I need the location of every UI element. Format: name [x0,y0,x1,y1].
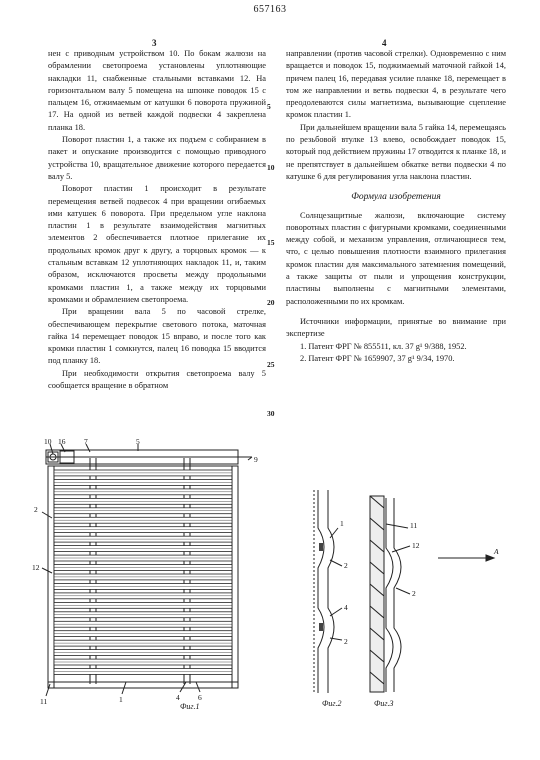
formula-text: Солнцезащитные жалюзи, включающие систему поворотных пластин с фигурными кромками, соединенными между собой, и механизм управления, отличающиеся тем, что, с целью повышения плотности взаимного прилегания кромок пластин для максимального затемнения помещений, а также защиты от пыли и упрощения конструкции, пластины выполнены с магнитными элементами, расположенными по их кромкам. [286,210,506,306]
fig3-label: 2 [412,589,416,598]
fig1-label: 16 [58,438,66,446]
source-item: 1. Патент ФРГ № 855511, кл. 37 g¹ 9/388, 1952. [300,341,467,351]
left-text-column [48,48,266,392]
figure-3-seal-section [366,488,516,710]
fig1-label: 12 [32,563,40,572]
fig3-label: 12 [412,541,420,550]
fig2-label: 4 [344,603,348,612]
paragraph: При дальнейшем вращении вала 5 гайка 14, перемещаясь по резьбовой втулке 13 влево, освобождает поводок 15, который под действием пружины 17 отводится к планке 18, и не препятствует в дальнейшем обкатке ветви подвески 4 по катушке 6 для регулирования угла наклона пластин. [286,122,506,181]
paragraph: При вращении вала 5 по часовой стрелке, обеспечивающем перекрытие светового потока, маточная гайка 14 перемещает поводок 15 вправо, и после того как кромки пластин 1 сомкнутся, палец 16 поводка 15 вводится под планку 18. [48,307,266,366]
fig1-label: 6 [198,693,202,702]
fig3-caption: Фиг.3 [374,699,394,708]
fig1-label: 10 [44,438,52,446]
fig1-label: 7 [84,438,88,446]
paragraph: При необходимости открытия светопроема валу 5 сообщается вращение в обратном [48,368,266,391]
fig3-label: А [494,547,499,556]
line-number: 10 [267,163,275,172]
line-number: 25 [267,360,275,369]
line-number: 15 [267,238,275,247]
fig3-label: 11 [410,521,418,530]
fig2-label: 2 [344,637,348,646]
right-column-number: 4 [382,38,387,48]
paragraph: направлении (против часовой стрелки). Одновременно с ним вращается и поводок 15, поджимаемый маточной гайкой 14, причем палец 16, передавая усилие планке 18, перемещает в том же направлении и ветвь подвески 4, в результате чего преодолеваются силы магнетизма, вызывающие сцепление кромок пластин 1. [286,49,506,120]
source-item: 2. Патент ФРГ № 1659907, 37 g¹ 9/34, 1970. [300,353,455,363]
figure-2-slat-section [304,488,374,710]
fig1-label: 9 [254,455,258,464]
paragraph: Поворот пластин 1 происходит в результате перемещения ветвей подвесок 4 при вращении огибаемых ими катушек 6 поворота. При предельном угле наклона пластин 1 в результате взаимодействия магнитных элементов 2 обеспечивается плотное прилегание их продольных кромок друг к другу, а торцовых кромок — к стальным вставкам 12 уплотняющих накладок 11, и, таким образом, исключаются просветы между продольными кромками пластин 1, а также между их торцовыми кромками и обрамлением светопроема. [48,184,266,304]
fig1-label: 5 [136,438,140,446]
line-number: 30 [267,409,275,418]
paragraph: нен с приводным устройством 10. По бокам жалюзи на обрамлении светопроема установлены уплотняющие накладки 11, снабженные стальными вставками 12. На горизонтальном валу 5 помещена на шпонке поводок 15 с пальцем 16, отжимаемым от катушки 6 поворота пружиной 17. На одной из ветвей каждой подвески 4 закреплена планка 18. [48,49,266,132]
fig1-label: 2 [34,505,38,514]
fig1-label: 11 [40,697,48,706]
fig2-label: 2 [344,561,348,570]
fig2-label: 1 [340,519,344,528]
right-text-column [286,48,506,365]
sources-heading: Источники информации, принятые во внимание при экспертизе [286,316,506,339]
formula-heading: Формула изобретения [351,192,441,203]
left-column-number: 3 [152,38,157,48]
paragraph: Поворот пластин 1, а также их подъем с собиранием в пакет и опускание производится с помощью приводного устройства 10, вращательное движение которого передается валу 5. [48,135,266,181]
line-number: 5 [267,102,271,111]
line-number: 20 [267,298,275,307]
patent-number: 657163 [253,4,287,15]
fig1-label: 1 [119,695,123,704]
figure-1-blinds-front-view [30,438,270,710]
fig1-label: 4 [176,693,180,702]
fig1-caption: Фиг.1 [180,702,200,710]
fig2-caption: Фиг.2 [322,699,342,708]
